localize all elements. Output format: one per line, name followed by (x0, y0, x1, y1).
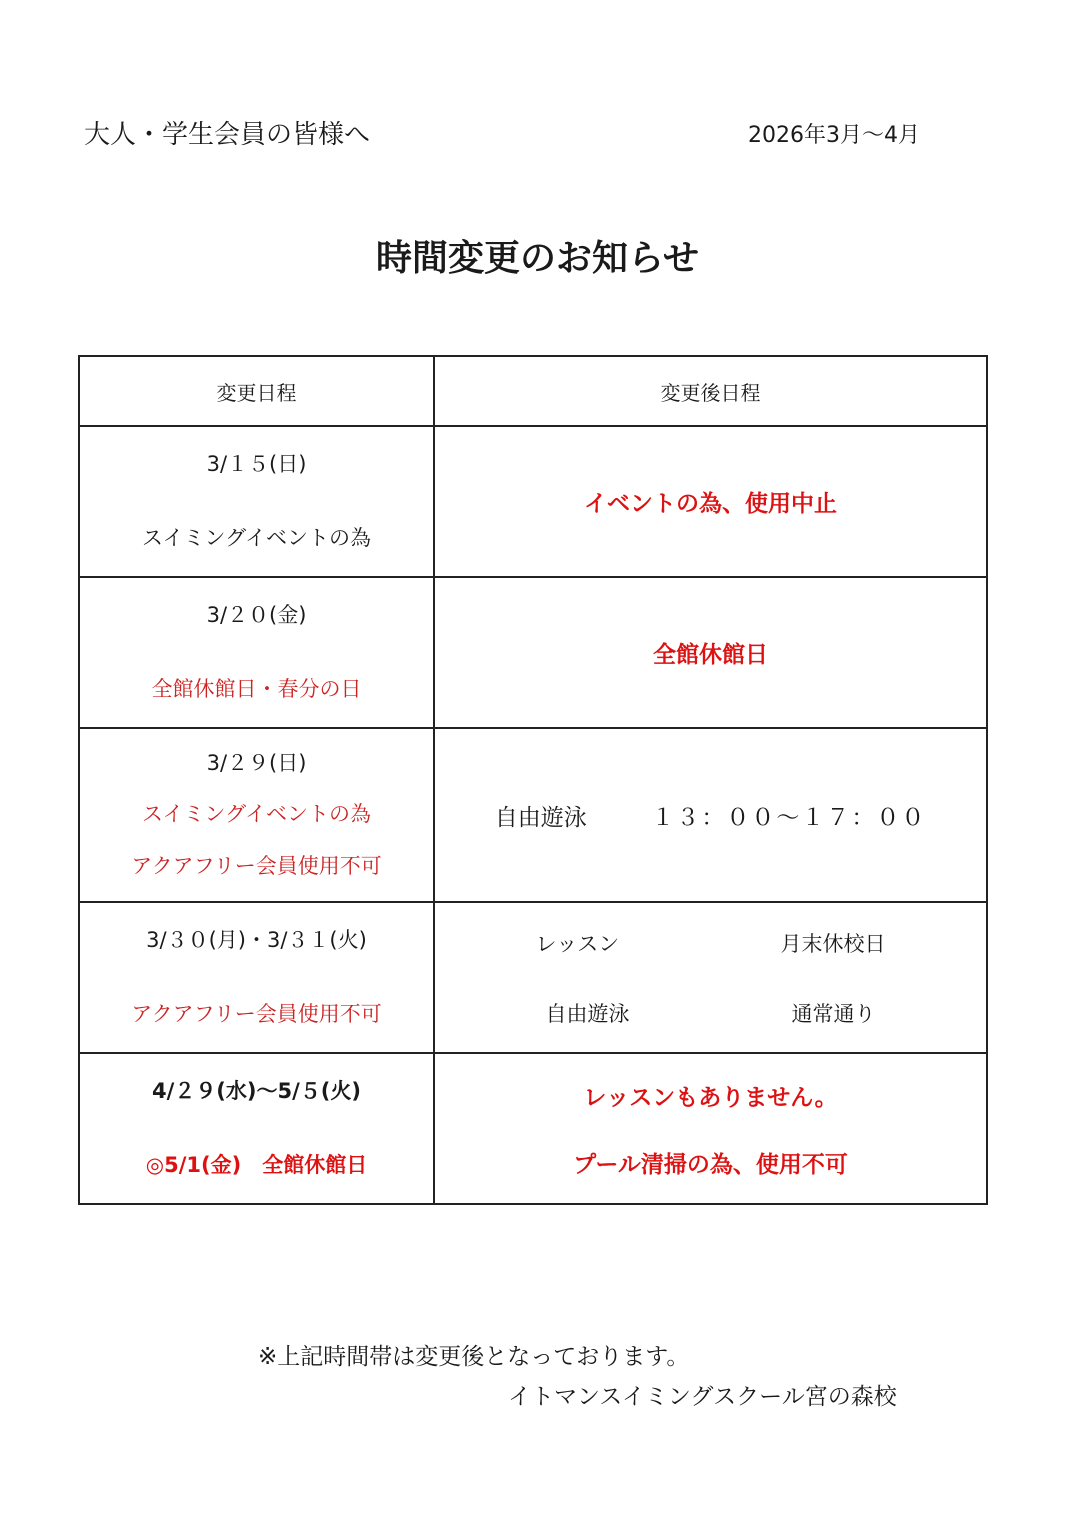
free-swim-time (435, 799, 986, 832)
row-reason: スイミングイベントの為 (141, 526, 372, 551)
date-cell (79, 1053, 434, 1204)
result-cell (434, 728, 987, 902)
school-name: イトマンスイミングスクール宮の森校 (508, 1384, 897, 1410)
row-date: 3/２９(日) (206, 751, 307, 775)
row-reason: アクアフリー会員使用不可 (131, 853, 382, 878)
row-reason: アクアフリー会員使用不可 (131, 1002, 382, 1027)
table-header-row (79, 356, 987, 426)
row-date: 4/２９(水)～5/５(火) (152, 1078, 361, 1103)
page-title: 時間変更のお知らせ (376, 238, 699, 279)
free-swim-hours: １３：００～１７：００ (651, 804, 927, 831)
row-result: レッスンもありません。 (583, 1084, 838, 1111)
date-cell (79, 902, 434, 1053)
row-reason: ◎5/1(金) 全館休館日 (145, 1153, 368, 1178)
pair-label: レッスン (535, 931, 620, 956)
date-cell (79, 728, 434, 902)
table-row (79, 426, 987, 577)
col-header-change-date: 変更日程 (79, 356, 434, 426)
pair-label: 自由遊泳 (545, 1001, 630, 1026)
table-row (79, 902, 987, 1053)
row-result: プール清掃の為、使用不可 (573, 1151, 848, 1178)
row-date: 3/２０(金) (206, 602, 307, 627)
schedule-table (78, 355, 988, 1205)
date-cell (79, 426, 434, 577)
row-result: 全館休館日 (653, 642, 768, 668)
row-date: 3/３０(月)・3/３１(火) (146, 927, 367, 952)
result-pair (546, 998, 876, 1028)
table-row (79, 728, 987, 902)
footer-note: ※上記時間帯は変更後となっております。 (258, 1344, 690, 1370)
row-reason: 全館休館日・春分の日 (151, 677, 362, 702)
row-result: イベントの為、使用中止 (584, 491, 837, 517)
result-pair (536, 928, 886, 958)
row-reason: スイミングイベントの為 (141, 802, 372, 827)
free-swim-label: 自由遊泳 (494, 804, 587, 831)
result-cell (434, 902, 987, 1053)
table-row (79, 1053, 987, 1204)
row-date: 3/１５(日) (206, 451, 307, 476)
result-cell (434, 1053, 987, 1204)
table-row (79, 577, 987, 728)
pair-value: 月末休校日 (780, 931, 886, 956)
addressee: 大人・学生会員の皆様へ (84, 120, 371, 150)
result-cell (434, 577, 987, 728)
period: 2026年3月～4月 (748, 123, 920, 148)
result-cell (434, 426, 987, 577)
col-header-after-change: 変更後日程 (434, 356, 987, 426)
pair-value: 通常通り (791, 1001, 876, 1026)
date-cell (79, 577, 434, 728)
